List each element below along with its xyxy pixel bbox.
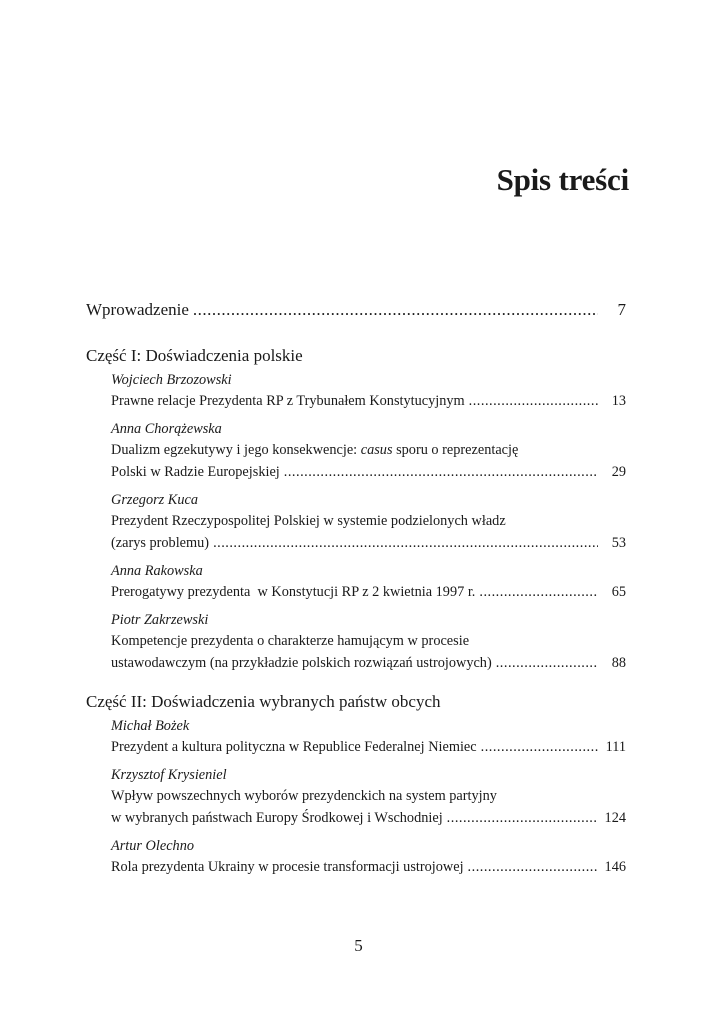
entry-author: Wojciech Brzozowski: [111, 372, 232, 388]
latin-term: casus: [360, 442, 393, 458]
dot-leader: [468, 856, 598, 878]
entry-title: (zarys problemu): [111, 535, 210, 551]
toc-entry: [111, 836, 626, 878]
toc-intro-row: [86, 300, 626, 320]
toc-page-number: 111: [605, 739, 626, 755]
part-heading: Część I: Doświadczenia polskie: [86, 346, 303, 365]
part-heading: Część II: Doświadczenia wybranych państw obcych: [86, 692, 441, 711]
entry-title: Prawne relacje Prezydenta RP z Trybunałem Konstytucyjnym: [111, 393, 465, 409]
entry-title-line: [111, 439, 626, 461]
page-title: Spis treści: [496, 162, 629, 197]
dot-leader: [479, 581, 598, 603]
toc-entry: [111, 716, 626, 758]
entry-title: Prezydent a kultura polityczna w Republice Federalnej Niemiec: [111, 739, 477, 755]
toc-page-number: 88: [611, 655, 626, 671]
toc-page-number: 53: [611, 535, 626, 551]
entry-title: Rola prezydenta Ukrainy w procesie transformacji ustrojowej: [111, 859, 464, 875]
entry-title-row: [111, 856, 626, 878]
dot-leader: [447, 807, 598, 829]
entry-title-line: Wpływ powszechnych wyborów prezydenckich na system partyjny: [111, 788, 497, 804]
entry-author: Anna Chorążewska: [111, 421, 222, 437]
entry-title-row: [111, 461, 626, 483]
entry-title-part: Dualizm egzekutywy i jego konsekwencje: casus sporu o reprezentację: [111, 442, 519, 458]
entry-title-row: [111, 736, 626, 758]
entry-title-line: Prezydent Rzeczypospolitej Polskiej w systemie podzielonych władz: [111, 513, 506, 529]
entry-title: w wybranych państwach Europy Środkowej i Wschodniej: [111, 810, 443, 826]
toc-intro-label: Wprowadzenie: [86, 300, 189, 319]
entry-author: Grzegorz Kuca: [111, 492, 198, 508]
toc-page-number: 65: [611, 584, 626, 600]
table-of-contents: [86, 300, 626, 878]
toc-entry: [111, 419, 626, 483]
toc-entry: [111, 370, 626, 412]
entry-title-row: [111, 532, 626, 554]
entry-title: ustawodawczym (na przykładzie polskich rozwiązań ustrojowych): [111, 655, 492, 671]
toc-page-number: 13: [611, 393, 626, 409]
entry-title-row: [111, 807, 626, 829]
entry-title: Prerogatywy prezydenta w Konstytucji RP z 2 kwietnia 1997 r.: [111, 584, 476, 600]
toc-page-number: 29: [611, 464, 626, 480]
toc-page-number: 146: [604, 859, 626, 875]
entry-author: Michał Bożek: [111, 718, 190, 734]
toc-page-number: 7: [617, 300, 626, 319]
entry-author: Krzysztof Krysieniel: [111, 767, 227, 783]
toc-entry: [111, 610, 626, 674]
dot-leader: [193, 300, 598, 320]
toc-entry: [111, 765, 626, 829]
toc-entry: [111, 561, 626, 603]
page-number: 5: [354, 936, 363, 955]
dot-leader: [284, 461, 598, 483]
toc-page-number: 124: [604, 810, 626, 826]
dot-leader: [213, 532, 598, 554]
entry-title-row: [111, 581, 626, 603]
entry-title-line: Kompetencje prezydenta o charakterze hamującym w procesie: [111, 633, 470, 649]
entry-title: Polski w Radzie Europejskiej: [111, 464, 280, 480]
entry-title-row: [111, 390, 626, 412]
entry-author: Piotr Zakrzewski: [111, 612, 209, 628]
dot-leader: [481, 736, 598, 758]
dot-leader: [469, 390, 598, 412]
entry-title-row: [111, 652, 626, 674]
dot-leader: [496, 652, 598, 674]
entry-author: Artur Olechno: [111, 838, 194, 854]
toc-entry: [111, 490, 626, 554]
entry-author: Anna Rakowska: [111, 563, 203, 579]
